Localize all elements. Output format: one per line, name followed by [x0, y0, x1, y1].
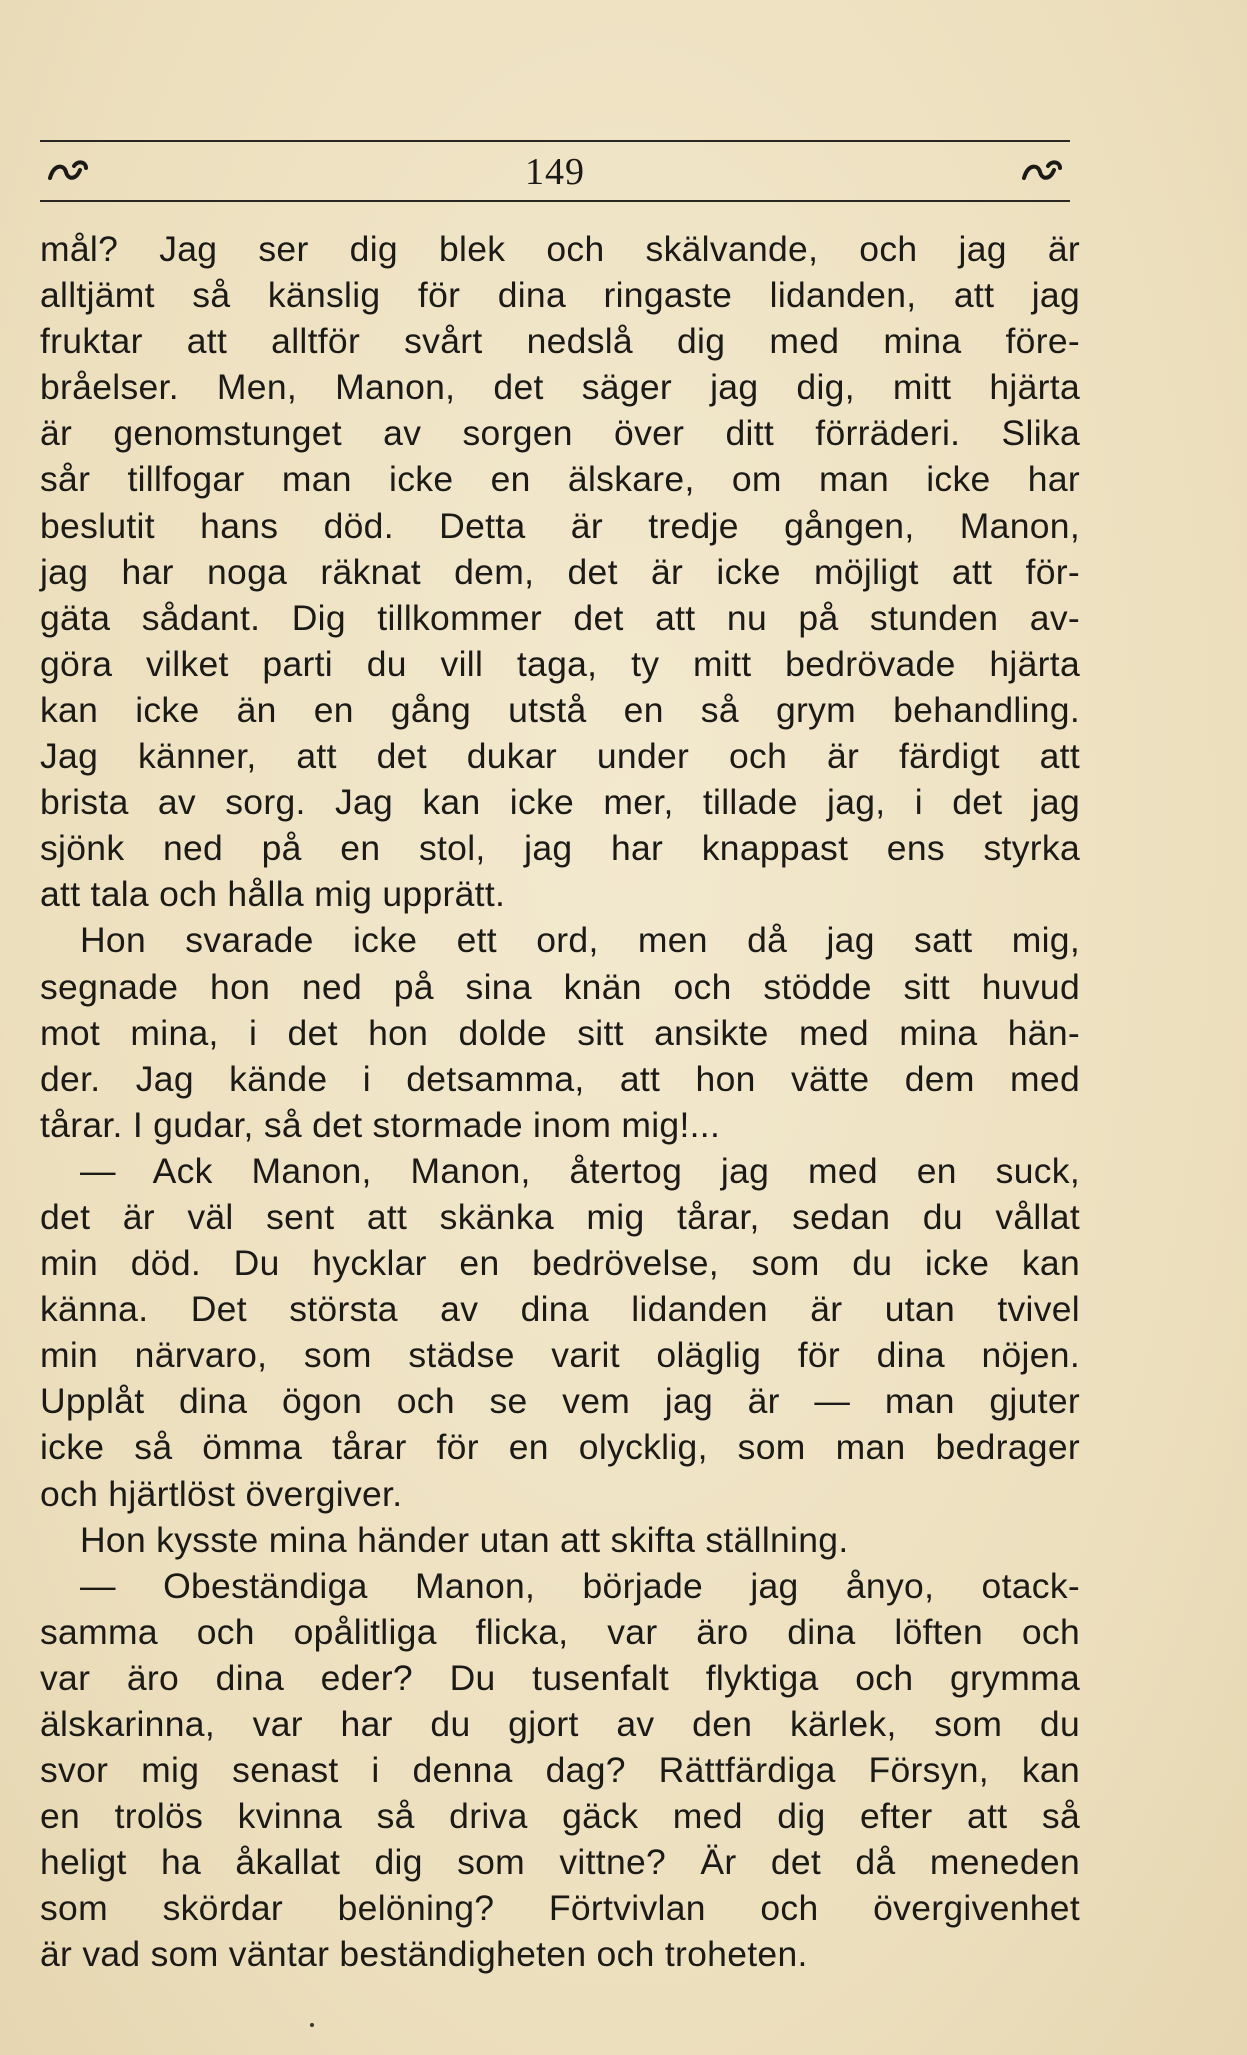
text-line: samma och opålitliga flicka, var äro dina löften och	[40, 1611, 1080, 1652]
text-line: der. Jag kände i detsamma, att hon vätte dem med	[40, 1058, 1080, 1099]
text-line: brista av sorg. Jag kan icke mer, tillade jag, i det jag	[40, 782, 1080, 823]
text-line: Upplåt dina ögon och se vem jag är — man gjuter	[40, 1381, 1080, 1422]
text-line: tårar. I gudar, så det stormade inom mig!...	[40, 1104, 721, 1145]
text-line: kan icke än en gång utstå en så grym behandling.	[40, 689, 1080, 730]
text-line: Hon svarade icke ett ord, men då jag satt mig,	[80, 920, 1080, 961]
text-line: en trolös kvinna så driva gäck med dig efter att så	[40, 1796, 1080, 1837]
text-line: jag har noga räknat dem, det är icke möjligt att för-	[40, 551, 1080, 592]
text-line: älskarinna, var har du gjort av den kärlek, som du	[40, 1704, 1080, 1744]
paper-speck	[310, 2023, 314, 2027]
text-line: sår tillfogar man icke en älskare, om man icke har	[40, 459, 1080, 500]
text-line: heligt ha åkallat dig som vittne? Är det då meneden	[40, 1842, 1080, 1883]
text-line: — Ack Manon, Manon, återtog jag med en suck,	[80, 1150, 1080, 1191]
page-number: 149	[525, 151, 585, 193]
text-line: min närvaro, som städse varit oläglig för dina nöjen.	[40, 1335, 1080, 1376]
text-line: mål? Jag ser dig blek och skälvande, och jag är	[40, 229, 1080, 269]
text-line: alltjämt så känslig för dina ringaste lidanden, att jag	[40, 275, 1080, 316]
text-line: känna. Det största av dina lidanden är utan tvivel	[40, 1289, 1080, 1330]
page-header	[40, 150, 1070, 198]
header-rule-top	[40, 140, 1070, 142]
text-line: fruktar att alltför svårt nedslå dig med mina före-	[40, 321, 1080, 362]
header-rule-bottom	[40, 200, 1070, 202]
text-line: som skördar belöning? Förtvivlan och övergivenhet	[40, 1888, 1080, 1929]
text-line: icke så ömma tårar för en olycklig, som man bedrager	[40, 1427, 1080, 1468]
curl-ornament-icon	[1020, 156, 1064, 186]
text-line: svor mig senast i denna dag? Rättfärdiga Försyn, kan	[40, 1750, 1080, 1791]
text-line: min död. Du hycklar en bedrövelse, som du icke kan	[40, 1243, 1080, 1284]
text-line: Jag känner, att det dukar under och är färdigt att	[40, 736, 1080, 777]
text-line: beslutit hans död. Detta är tredje gången, Manon,	[40, 505, 1080, 546]
text-line: sjönk ned på en stol, jag har knappast ens styrka	[40, 828, 1080, 869]
body-text	[40, 226, 1080, 1978]
text-line: det är väl sent att skänka mig tårar, sedan du vållat	[40, 1196, 1080, 1237]
text-line: är vad som väntar beständigheten och troheten.	[40, 1934, 808, 1975]
text-line: Hon kysste mina händer utan att skifta ställning.	[80, 1519, 849, 1560]
text-line: och hjärtlöst övergiver.	[40, 1473, 403, 1514]
text-line: gäta sådant. Dig tillkommer det att nu på stunden av-	[40, 597, 1080, 638]
text-line: att tala och hålla mig upprätt.	[40, 874, 506, 915]
text-line: segnade hon ned på sina knän och stödde sitt huvud	[40, 966, 1080, 1007]
text-line: — Obeständiga Manon, började jag ånyo, otack-	[80, 1565, 1080, 1606]
text-line: bråelser. Men, Manon, det säger jag dig, mitt hjärta	[40, 367, 1080, 408]
text-line: göra vilket parti du vill taga, ty mitt bedrövade hjärta	[40, 643, 1080, 684]
text-line: är genomstunget av sorgen över ditt förräderi. Slika	[40, 413, 1080, 454]
text-line: var äro dina eder? Du tusenfalt flyktiga och grymma	[40, 1657, 1080, 1698]
text-line: mot mina, i det hon dolde sitt ansikte med mina hän-	[40, 1012, 1080, 1053]
